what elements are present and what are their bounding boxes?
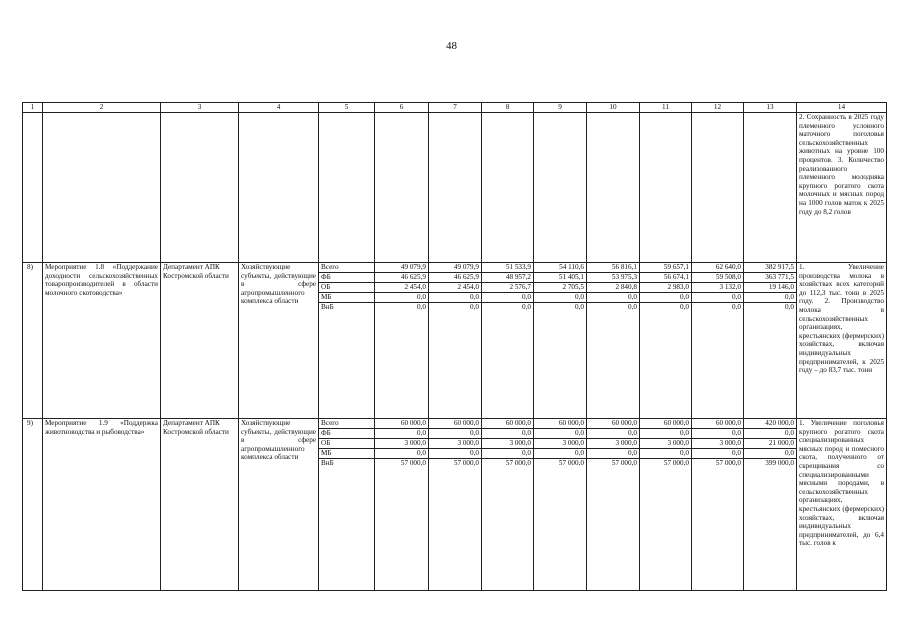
header-cell: 1 [23,103,43,113]
header-cell: 13 [744,103,797,113]
table-row-continuation [23,113,887,263]
value-cell: 59 508,0 [692,273,743,283]
header-row [23,103,887,113]
header-cell: 7 [429,103,482,113]
value-cell: 57 000,0 [611,459,637,467]
value-cell: 0,0 [429,429,481,439]
year-values [482,419,533,468]
source-label: ВнБ [321,459,334,467]
value-cell: 48 957,2 [482,273,533,283]
value-cell: 51 533,9 [482,263,533,273]
value-cell: 0,0 [732,303,741,311]
value-cell: 0,0 [587,293,639,303]
value-cell: 0,0 [744,293,796,303]
year-values [375,419,428,468]
value-cell: 3 000,0 [429,439,481,449]
row-number: 9) [23,419,43,591]
total-values [744,263,796,312]
value-cell: 0,0 [375,449,428,459]
value-cell: 57 000,0 [505,459,531,467]
value-cell: 60 000,0 [640,419,691,429]
value-cell: 57 000,0 [400,459,426,467]
header-cell: 2 [43,103,161,113]
value-cell: 56 816,1 [587,263,639,273]
funding-sources [319,263,374,312]
header-cell: 4 [239,103,319,113]
value-cell: 3 000,0 [692,439,743,449]
value-cell: 0,0 [628,303,637,311]
value-cell: 3 000,0 [375,439,428,449]
value-cell: 0,0 [692,429,743,439]
value-cell: 0,0 [640,449,691,459]
header-cell: 5 [319,103,375,113]
value-cell: 3 000,0 [534,439,586,449]
measure-name: Мероприятие 1.8 «Поддержание доходности сельскохозяйственных товаропроизводителей в области молочного скотоводства» [43,263,161,419]
value-cell: 0,0 [375,429,428,439]
row-number: 8) [23,263,43,419]
indicator-text: 2. Сохранность в 2025 году племенного условного маточного поголовья сельскохозяйственных животных на уровне 100 процентов. 3. Количество реализованного племенного молодняка крупного рогатого скота молочных и мясных пород на 1000 голов маток к 2025 году до 8,2 голов [797,113,887,263]
value-cell: 363 771,5 [744,273,796,283]
header-cell: 3 [161,103,239,113]
year-values [534,263,586,312]
value-cell: 0,0 [587,429,639,439]
value-cell: 60 000,0 [375,419,428,429]
value-cell: 2 705,5 [534,283,586,293]
value-cell: 0,0 [470,303,479,311]
page-number: 48 [446,40,457,52]
value-cell: 0,0 [785,303,794,311]
header-cell: 9 [534,103,587,113]
year-values [482,263,533,312]
year-values [640,263,691,312]
value-cell: 0,0 [417,303,426,311]
value-cell: 21 000,0 [744,439,796,449]
source-label: ФБ [319,429,374,439]
value-cell: 2 983,0 [640,283,691,293]
source-label: ОБ [319,439,374,449]
year-values [640,419,691,468]
header-cell: 12 [692,103,744,113]
value-cell: 3 000,0 [587,439,639,449]
source-label: ВнБ [321,303,334,311]
value-cell: 0,0 [587,449,639,459]
value-cell: 0,0 [575,303,584,311]
value-cell: 0,0 [429,449,481,459]
funding-sources [319,419,374,468]
value-cell: 59 657,1 [640,263,691,273]
value-cell: 51 405,1 [534,273,586,283]
value-cell: 0,0 [375,293,428,303]
value-cell: 420 000,0 [744,419,796,429]
value-cell: 0,0 [692,293,743,303]
value-cell: 0,0 [692,449,743,459]
value-cell: 57 000,0 [558,459,584,467]
value-cell: 0,0 [522,303,531,311]
year-values [692,263,743,312]
header-cell: 11 [640,103,692,113]
value-cell: 56 674,1 [640,273,691,283]
value-cell: 60 000,0 [534,419,586,429]
value-cell: 54 110,6 [534,263,586,273]
indicator-text: 1. Увеличение производства молока в хозяйствах всех категорий до 112,3 тыс. тонн в 2025 году. 2. Производство молока в сельскохозяйственных организациях, крестьянских (фермерских) хозяйствах, включая индивидуальных предпринимателей, к 2025 году – до 83,7 тыс. тонн [797,263,887,419]
responsible-executor: Департамент АПК Костромской области [161,263,239,419]
value-cell: 60 000,0 [692,419,743,429]
value-cell: 0,0 [640,429,691,439]
indicator-text: 1. Увеличение поголовья крупного рогатого скота специализированных мясных пород и помесного скота, полученного от скрещивания со специализированными мясными породами, в сельскохозяйственных организациях, крестьянских (фермерских) хозяйствах, включая индивидуальных предпринимателей, до 6,4 тыс. голов к [797,419,887,591]
value-cell: 2 454,0 [429,283,481,293]
header-cell: 6 [375,103,429,113]
value-cell: 49 079,9 [375,263,428,273]
source-label: ОБ [319,283,374,293]
value-cell: 57 000,0 [715,459,741,467]
value-cell: 0,0 [744,449,796,459]
source-label: МБ [319,449,374,459]
program-table [22,102,887,591]
value-cell: 46 625,9 [375,273,428,283]
measure-name: Мероприятие 1.9 «Поддержка животноводства и рыбоводства» [43,419,161,591]
value-cell: 0,0 [534,293,586,303]
source-label: Всего [319,263,374,273]
header-cell: 10 [587,103,640,113]
value-cell: 3 132,0 [692,283,743,293]
value-cell: 0,0 [534,429,586,439]
value-cell: 60 000,0 [587,419,639,429]
value-cell: 0,0 [482,429,533,439]
value-cell: 0,0 [744,429,796,439]
value-cell: 382 917,5 [744,263,796,273]
value-cell: 0,0 [534,449,586,459]
source-label: ФБ [319,273,374,283]
year-values [429,419,481,468]
year-values [587,419,639,468]
value-cell: 2 454,0 [375,283,428,293]
year-values [429,263,481,312]
table-row [23,263,887,419]
value-cell: 2 840,8 [587,283,639,293]
year-values [692,419,743,468]
value-cell: 60 000,0 [482,419,533,429]
year-values [587,263,639,312]
value-cell: 53 975,3 [587,273,639,283]
header-cell: 8 [482,103,534,113]
value-cell: 2 576,7 [482,283,533,293]
header-cell: 14 [797,103,887,113]
table-row [23,419,887,591]
participants: Хозяйствующие субъекты, действующие в сфере агропромышленного комплекса области [239,263,319,419]
value-cell: 62 640,0 [692,263,743,273]
year-values [375,263,428,312]
source-label: МБ [319,293,374,303]
value-cell: 49 079,9 [429,263,481,273]
value-cell: 3 000,0 [482,439,533,449]
value-cell: 57 000,0 [453,459,479,467]
value-cell: 0,0 [680,303,689,311]
responsible-executor: Департамент АПК Костромской области [161,419,239,591]
value-cell: 399 000,0 [765,459,794,467]
value-cell: 0,0 [429,293,481,303]
total-values [744,419,796,468]
participants: Хозяйствующие субъекты, действующие в сфере агропромышленного комплекса области [239,419,319,591]
value-cell: 0,0 [482,449,533,459]
value-cell: 57 000,0 [663,459,689,467]
value-cell: 19 146,0 [744,283,796,293]
source-label: Всего [319,419,374,429]
year-values [534,419,586,468]
value-cell: 46 625,9 [429,273,481,283]
value-cell: 60 000,0 [429,419,481,429]
value-cell: 0,0 [482,293,533,303]
value-cell: 3 000,0 [640,439,691,449]
value-cell: 0,0 [640,293,691,303]
